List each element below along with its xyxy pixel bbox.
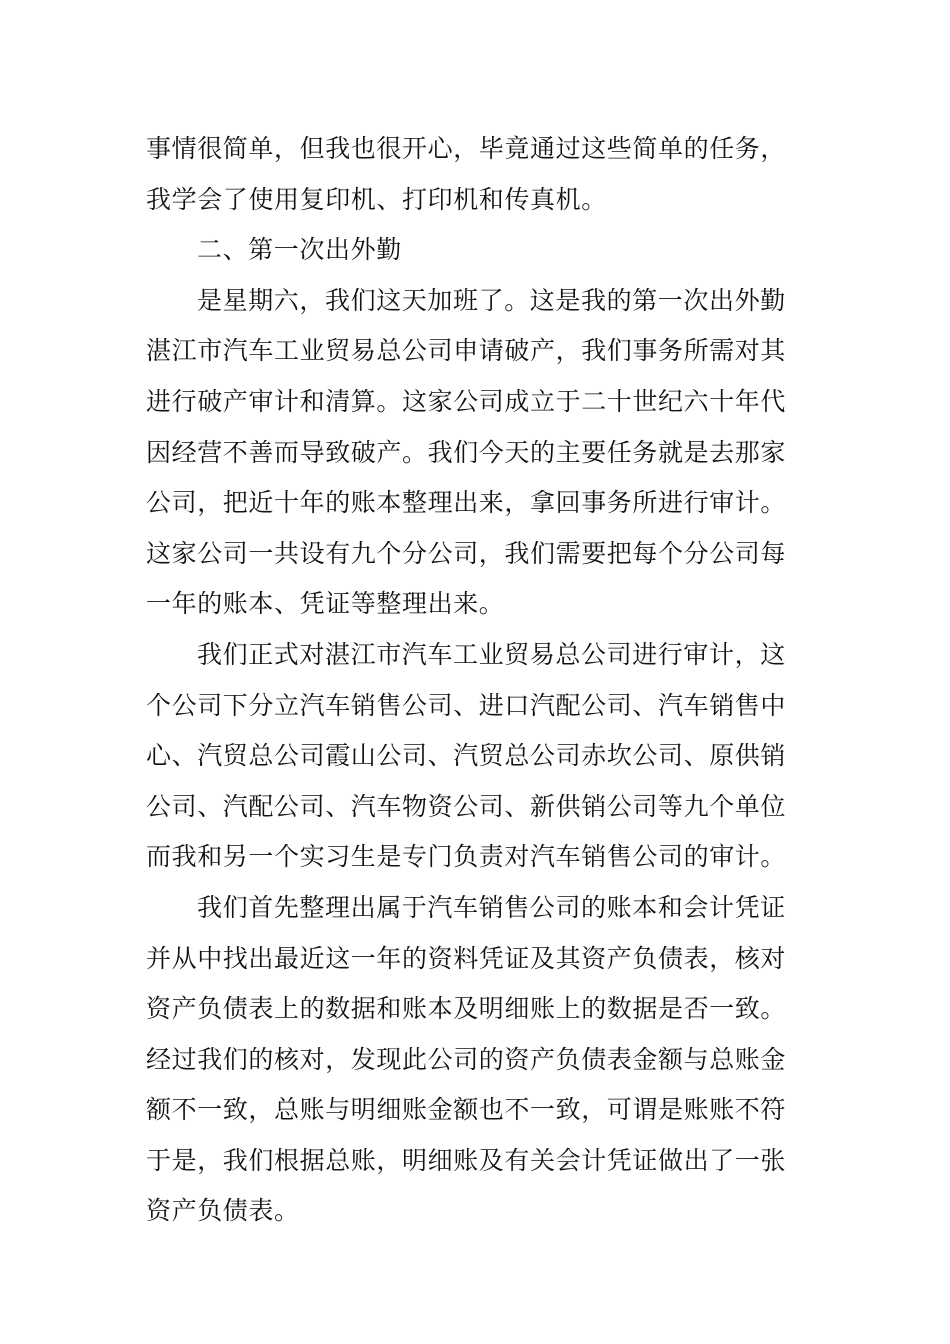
- text-line: 进行破产审计和清算。这家公司成立于二十世纪六十年代: [146, 386, 787, 416]
- text-line: 湛江市汽车工业贸易总公司申请破产，我们事务所需对其: [146, 336, 787, 366]
- text-line: 这家公司一共设有九个分公司，我们需要把每个分公司每: [146, 538, 787, 568]
- section-heading: 二、第一次出外勤: [197, 235, 402, 265]
- text-line: 公司、汽配公司、汽车物资公司、新供销公司等九个单位: [146, 791, 787, 821]
- text-line: 我们首先整理出属于汽车销售公司的账本和会计凭证: [197, 892, 786, 922]
- text-line: 公司，把近十年的账本整理出来，拿回事务所进行审计。: [146, 488, 787, 518]
- text-line: 我学会了使用复印机、打印机和传真机。: [146, 184, 607, 214]
- text-line: 个公司下分立汽车销售公司、进口汽配公司、汽车销售中: [146, 690, 787, 720]
- text-line: 是星期六，我们这天加班了。这是我的第一次出外勤: [197, 285, 786, 315]
- text-line: 一年的账本、凭证等整理出来。: [146, 589, 505, 619]
- body-text: [146, 124, 808, 1237]
- text-line: 我们正式对湛江市汽车工业贸易总公司进行审计，这: [197, 639, 786, 669]
- text-line: 事情很简单，但我也很开心，毕竟通过这些简单的任务，: [146, 134, 787, 163]
- text-line: 心、汽贸总公司霞山公司、汽贸总公司赤坎公司、原供销: [146, 741, 787, 771]
- text-line: 额不一致，总账与明细账金额也不一致，可谓是账账不符: [146, 1095, 787, 1125]
- text-line: 经过我们的核对，发现此公司的资产负债表金额与总账金: [146, 1044, 787, 1074]
- text-line: 并从中找出最近这一年的资料凭证及其资产负债表，核对: [146, 943, 787, 973]
- text-line: 资产负债表。: [146, 1196, 300, 1226]
- text-line: 于是，我们根据总账，明细账及有关会计凭证做出了一张: [146, 1145, 787, 1175]
- text-line: 资产负债表上的数据和账本及明细账上的数据是否一致。: [146, 994, 787, 1024]
- text-line: 而我和另一个实习生是专门负责对汽车销售公司的审计。: [146, 842, 787, 872]
- text-line: 因经营不善而导致破产。我们今天的主要任务就是去那家: [146, 437, 787, 467]
